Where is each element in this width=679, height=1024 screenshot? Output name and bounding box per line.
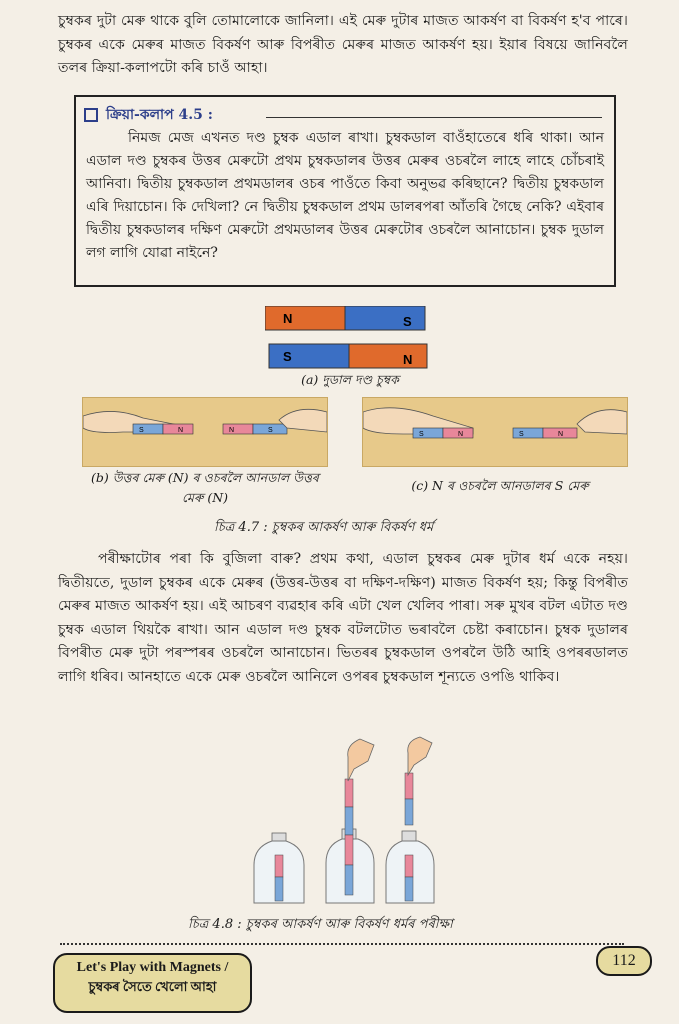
hand-icon (408, 737, 432, 775)
magnet-bottom-n-label: N (403, 352, 413, 367)
figure-4-7b-drawing (83, 398, 327, 466)
magnet-b2-s: S (268, 427, 273, 434)
magnet-bottom-s-label: S (283, 349, 292, 364)
activity-box (74, 95, 616, 287)
figure-4-7c-drawing (363, 398, 627, 466)
intro-paragraph: চুম্বকৰ দুটা মেৰু থাকে বুলি তোমালোকে জানিলা। এই মেৰু দুটাৰ মাজত আকৰ্ষণ বা বিকৰ্ষণ হ'ব পাৰে। চুম্বকৰ একে মেৰুৰ মাজত বিকৰ্ষণ আৰু বিপৰীত মেৰুৰ মাজত আকৰ্ষণ হয়। ইয়াৰ বিষয়ে জানিবলৈ তলৰ ক্ৰিয়া-কলাপটো কৰি চাওঁ আহা। (58, 13, 628, 76)
figure-4-7a-magnets (265, 306, 431, 370)
bar-magnet-bottom (269, 344, 427, 368)
caption-c: (c) N ৰ ওচৰলৈ আনডালৰ S মেৰু (411, 478, 589, 493)
chapter-title-en: Let's Play with Magnets / (76, 960, 229, 975)
magnet-c2-s: S (519, 431, 524, 438)
magnet-c1-n: N (458, 431, 464, 438)
bottle-3 (386, 737, 434, 903)
activity-title: ক্ৰিয়া-কলাপ 4.5 : (106, 107, 213, 123)
figure-4-7c-panel (362, 397, 628, 467)
figure-4-7-caption: চিত্ৰ 4.7 : চুম্বকৰ আকৰ্ষণ আৰু বিকৰ্ষণ ধৰ্ম (214, 520, 434, 535)
chapter-title-as: চুম্বকৰ সৈতে খেলো আহা (88, 979, 217, 994)
bar-magnet-top (265, 306, 425, 330)
footer-dotted-rule (60, 943, 624, 945)
magnet-b1-s: S (139, 427, 144, 434)
activity-text: নিমজ মেজ এখনত দণ্ড চুম্বক এডাল ৰাখা। চুম্বকডাল বাওঁহাতেৰে ধৰি থাকা। আন এডাল দণ্ড চুম্বকৰ উত্তৰ মেৰুটো প্ৰথম চুম্বকডালৰ উত্তৰ মেৰুৰ ওচৰলৈ লাহে লাহে চোঁচৰাই আনিবা। দ্বিতীয় চুম্বকডাল প্ৰথমডালৰ ওচৰ পাওঁতে কিবা অনুভৱ কৰিছানে? দ্বিতীয় চুম্বকডাল এৰি দিয়াচোন। কি দেখিলা? নে দ্বিতীয় চুম্বকডাল প্ৰথম ডালৰপৰা আঁতৰি গৈছে নেকি? এইবাৰ দ্বিতীয় চুম্বকডালৰ দক্ষিণ মেৰুটো প্ৰথমডালৰ উত্তৰ মেৰুটোৰ ওচৰলৈ আনাচোন। চুম্বক দুডাল লগ লাগি যোৱা নাইনে? (86, 130, 604, 261)
hand-icon (348, 739, 374, 781)
magnet-top-s-label: S (403, 314, 412, 329)
activity-title-rule (266, 117, 602, 118)
bottle-2 (326, 739, 374, 903)
magnet-c2-n: N (558, 431, 564, 438)
figure-4-8-caption: চিত্ৰ 4.8 : চুম্বকৰ আকৰ্ষণ আৰু বিকৰ্ষণ ধৰ্মৰ পৰীক্ষা (188, 917, 453, 932)
magnet-top-n-label: N (283, 311, 293, 326)
caption-b: (b) উত্তৰ মেৰু (N) ৰ ওচৰলৈ আনডাল উত্তৰ মেৰু (N) (91, 470, 319, 505)
magnet-b1 (133, 424, 193, 434)
checkbox-square-icon (84, 108, 98, 122)
activity-header (84, 103, 213, 127)
page-number: 112 (596, 946, 652, 976)
magnet-b2-n: N (229, 427, 235, 434)
chapter-title-badge (53, 953, 252, 1013)
magnet-c1 (413, 428, 473, 438)
figure-4-7b-panel (82, 397, 328, 467)
magnet-b2 (223, 424, 287, 434)
right-hand-icon (577, 410, 627, 434)
bottle-1 (254, 833, 304, 903)
magnet-c1-s: S (419, 431, 424, 438)
magnet-b1-n: N (178, 427, 184, 434)
caption-a: (a) দুডাল দণ্ড চুম্বক (301, 372, 399, 387)
figure-4-8-bottles (250, 735, 450, 905)
body-paragraph: পৰীক্ষাটোৰ পৰা কি বুজিলা বাৰু? প্ৰথম কথা, এডাল চুম্বকৰ মেৰু দুটাৰ ধৰ্ম একে নহয়। দ্বিতীয়তে, দুডাল চুম্বকৰ একে মেৰুৰ (উত্তৰ-উত্তৰ বা দক্ষিণ-দক্ষিণ) মাজত বিকৰ্ষণ হয়; কিন্তু বিপৰীত মেৰুৰ মাজত আকৰ্ষণ হয়। এই আচৰণ ব্যৱহাৰ কৰি এটা খেল খেলিব পাৰা। সৰু মুখৰ বটল এটাত দণ্ড চুম্বক এডাল থিয়কৈ ৰাখা। আন এডাল দণ্ড চুম্বক বটলটোত ভৰাবলৈ চেষ্টা কৰাচোন। চুম্বক দুডালৰ বিপৰীত মেৰু দুটা পৰস্পৰৰ ওচৰলৈ আনাচোন। ভিতৰৰ চুম্বকডাল ওপৰলৈ উঠি আহি ওপৰৰডালত লাগি ধৰিব। আনহাতে একে মেৰু ওচৰলৈ আনিলে ওপৰৰ চুম্বকডাল শূন্যতে ওপঙি থাকিব। (58, 551, 628, 685)
magnet-c2 (513, 428, 577, 438)
